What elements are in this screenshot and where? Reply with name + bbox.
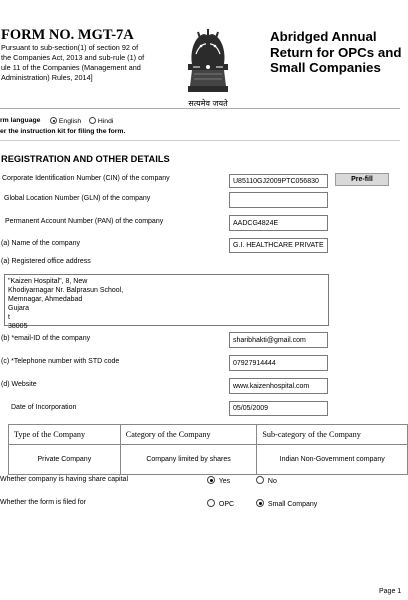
filed-for-small-company[interactable]	[256, 499, 317, 508]
company-type-value: Private Company	[9, 445, 121, 475]
option-label: Yes	[218, 478, 231, 485]
option-label: Small Company	[267, 501, 318, 508]
pan-field[interactable]: AADCG4824E	[229, 215, 328, 231]
address-line: 38005	[8, 323, 28, 331]
incorporation-date-label: Date of Incorporation	[11, 404, 77, 411]
radio-yes-icon[interactable]	[207, 476, 215, 484]
company-subcategory-value: Indian Non-Government company	[257, 445, 408, 475]
telephone-label: (c) *Telephone number with STD code	[1, 358, 120, 365]
form-language-label: rm language	[0, 117, 41, 124]
option-label: OPC	[218, 501, 235, 508]
intro-line: the Companies Act, 2013 and sub-rule (1) of	[1, 53, 145, 62]
language-divider	[0, 140, 400, 141]
option-label: No	[267, 478, 277, 485]
form-intro-text	[1, 43, 166, 83]
radio-no-icon[interactable]	[256, 476, 264, 484]
filed-for-label: Whether the form is filed for	[0, 499, 86, 506]
table-header-row	[9, 425, 408, 445]
title-line: Abridged Annual	[270, 29, 377, 44]
radio-opc-icon[interactable]	[207, 499, 215, 507]
incorporation-date-field[interactable]: 05/05/2009	[229, 401, 328, 416]
table-header-cell: Sub-category of the Company	[257, 425, 408, 445]
title-line: Return for OPCs and	[270, 44, 402, 60]
language-option-hindi[interactable]	[89, 117, 113, 125]
cin-field[interactable]: U85110GJ2009PTC056830	[229, 174, 328, 188]
intro-line: Administration) Rules, 2014]	[1, 73, 93, 82]
radio-small-company-icon[interactable]	[256, 499, 264, 507]
share-capital-no[interactable]	[256, 476, 277, 485]
website-label: (d) Website	[1, 381, 37, 388]
company-name-label: (a) Name of the company	[1, 240, 80, 247]
radio-english-icon[interactable]	[50, 117, 57, 124]
emblem-caption: सत्यमेव जयते	[188, 99, 228, 108]
pan-label: Permanent Account Number (PAN) of the company	[5, 218, 164, 225]
section-title: REGISTRATION AND OTHER DETAILS	[1, 154, 170, 164]
address-line: "Kaizen Hospital", 8, New	[8, 278, 88, 285]
form-number: FORM NO. MGT-7A	[1, 27, 134, 43]
intro-line: ule 11 of the Companies (Management and	[1, 63, 141, 72]
radio-hindi-icon[interactable]	[89, 117, 96, 124]
table-row	[9, 445, 408, 475]
share-capital-yes[interactable]	[207, 476, 230, 485]
address-line: Memnagar, Ahmedabad	[8, 296, 83, 304]
address-line: Khodiyarnagar Nr. Balprasun School,	[8, 287, 124, 295]
email-label: (b) *email-ID of the company	[1, 335, 91, 342]
email-field[interactable]: sharibhakti@gmail.com	[229, 332, 328, 348]
language-option-english[interactable]	[50, 117, 81, 125]
registered-address-label: (a) Registered office address	[1, 258, 91, 265]
form-title	[270, 29, 402, 76]
registered-address-field[interactable]	[4, 274, 329, 331]
language-option-label: English	[58, 118, 82, 125]
page-number: Page 1	[379, 588, 402, 595]
company-name-field[interactable]: G.I. HEALTHCARE PRIVATE	[229, 238, 328, 253]
prefill-button[interactable]: Pre-fill	[335, 173, 389, 186]
title-line: Small Companies	[270, 60, 381, 75]
instruction-kit-note: er the instruction kit for filing the form.	[0, 128, 126, 135]
table-header-cell: Type of the Company	[9, 425, 121, 445]
table-header-cell: Category of the Company	[120, 425, 257, 445]
address-line: Gujara	[8, 305, 30, 313]
address-line: t	[8, 314, 10, 322]
cin-label: Corporate Identification Number (CIN) of the company	[2, 175, 170, 182]
company-type-table	[8, 424, 408, 475]
header-divider	[0, 108, 400, 109]
company-category-value: Company limited by shares	[120, 445, 257, 475]
national-emblem-icon	[170, 24, 246, 110]
website-field[interactable]: www.kaizenhospital.com	[229, 378, 328, 394]
language-option-label: Hindi	[97, 118, 114, 125]
filed-for-opc[interactable]	[207, 499, 234, 508]
gln-label: Global Location Number (GLN) of the company	[4, 195, 151, 202]
share-capital-label: Whether company is having share capital	[0, 476, 129, 483]
telephone-field[interactable]: 07927914444	[229, 355, 328, 371]
intro-line: Pursuant to sub-section(1) of section 92 of	[1, 43, 139, 52]
gln-field[interactable]	[229, 192, 328, 208]
